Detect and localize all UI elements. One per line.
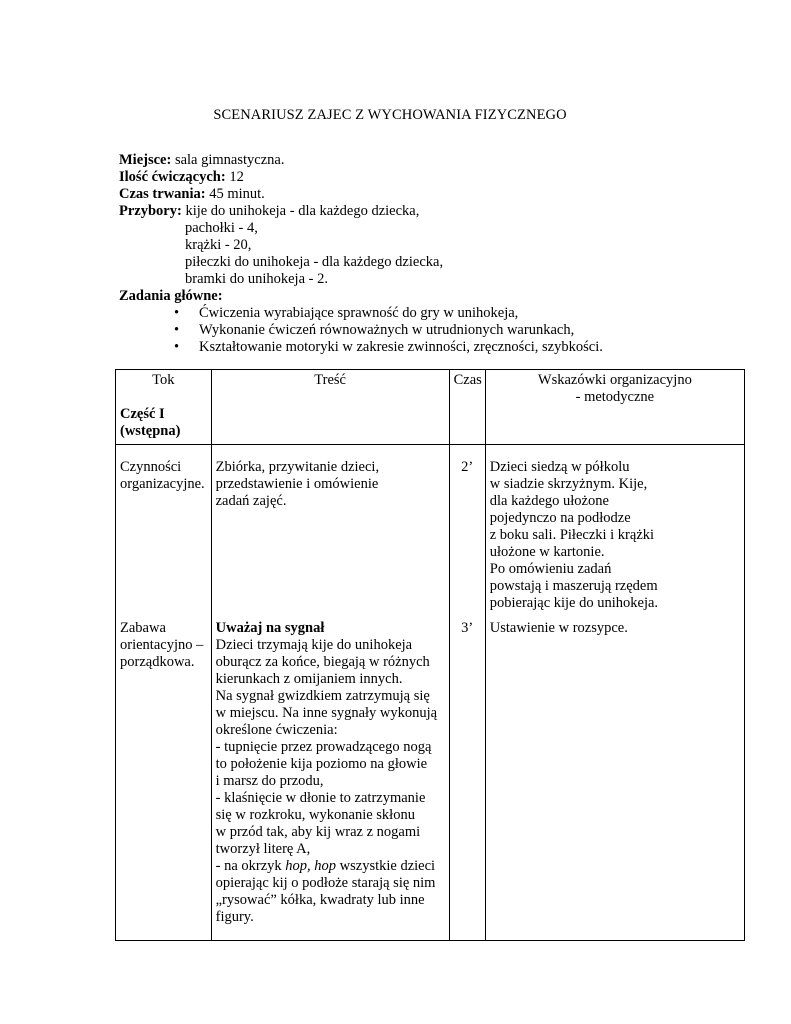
hop-suffix: wszystkie dzieci <box>336 858 436 874</box>
header-cell-tok <box>116 370 212 445</box>
lesson-plan-table <box>115 369 745 941</box>
row2-tresc-line: tworzył literę A, <box>215 841 311 857</box>
equipment-item: krążki - 20, <box>185 237 252 253</box>
count-value: 12 <box>225 169 244 185</box>
row2-tresc-line: - klaśnięcie w dłonie to zatrzymanie <box>215 790 426 806</box>
task-text: Ćwiczenia wyrabiające sprawność do gry w unihokeja, <box>199 305 519 321</box>
time-row <box>119 186 739 203</box>
row1-tok-line: Czynności <box>120 459 182 475</box>
row1-wsk-line: powstają i maszerują rzędem <box>489 578 658 594</box>
row2-tok <box>116 618 212 941</box>
row2-tresc-line: Dzieci trzymają kije do unihokeja <box>215 637 413 653</box>
equipment-item: kije do unihokeja - dla każdego dziecka, <box>181 203 420 219</box>
tasks-list <box>119 305 739 356</box>
row1-tok-line: organizacyjne. <box>120 476 205 492</box>
list-item <box>119 339 739 356</box>
equipment-row <box>119 203 739 220</box>
header-wskazowki-line1: Wskazówki organizacyjno <box>537 372 692 388</box>
row2-tresc-line: się w rozkroku, wykonanie skłonu <box>215 807 415 823</box>
row1-wsk-line: Po omówieniu zadań <box>489 561 612 577</box>
row2-wskazowki: Ustawienie w rozsypce. <box>485 618 744 941</box>
row2-tresc-line: oburącz za końce, biegają w różnych <box>215 654 430 670</box>
row1-wsk-line: pojedynczo na podłodze <box>489 510 631 526</box>
equipment-item: bramki do unihokeja - 2. <box>185 271 328 287</box>
row1-wsk-line: z boku sali. Piłeczki i krążki <box>489 527 655 543</box>
bullet-icon: • <box>174 322 180 338</box>
row2-tresc-line: w przód tak, aby kij wraz z nogami <box>215 824 421 840</box>
row2-tresc-line: opierając kij o podłoże starają się nim <box>215 875 436 891</box>
row1-tresc-line: przedstawienie i omówienie <box>215 476 379 492</box>
row2-tresc-line: kierunkach z omijaniem innych. <box>215 671 403 687</box>
row2-tresc-title: Uważaj na sygnał <box>215 620 325 636</box>
time-value: 45 minut. <box>205 186 265 202</box>
bullet-icon: • <box>174 305 180 321</box>
row2-tok-line: orientacyjno – <box>120 637 204 653</box>
time-label: Czas trwania: <box>119 186 206 202</box>
header-czas: Czas <box>449 370 485 445</box>
header-wskazowki <box>485 370 744 445</box>
section-title-line2: (wstępna) <box>120 423 181 439</box>
list-item <box>119 305 739 322</box>
row1-wskazowki <box>485 445 744 619</box>
header-tok: Tok <box>152 372 175 388</box>
count-row <box>119 169 739 186</box>
header-wskazowki-line2: - metodyczne <box>575 389 655 405</box>
place-label: Miejsce: <box>119 152 172 168</box>
equipment-item: pachołki - 4, <box>185 220 258 236</box>
row2-tresc-line: Na sygnał gwizdkiem zatrzymują się <box>215 688 430 704</box>
row2-tresc-line: określone ćwiczenia: <box>215 722 338 738</box>
table-row <box>116 445 745 619</box>
place-value: sala gimnastyczna. <box>171 152 285 168</box>
row1-wsk-line: pobierając kije do unihokeja. <box>489 595 659 611</box>
row1-tresc-line: Zbiórka, przywitanie dzieci, <box>215 459 380 475</box>
row1-czas: 2’ <box>449 445 485 619</box>
tasks-label: Zadania główne: <box>119 288 223 304</box>
document-title: SCENARIUSZ ZAJEC Z WYCHOWANIA FIZYCZNEGO <box>213 107 567 123</box>
row1-wsk-line: w siadzie skrzyżnym. Kije, <box>489 476 648 492</box>
list-item <box>119 322 739 339</box>
hop-italic: hop, hop <box>285 858 337 874</box>
row2-tresc-line: w miejscu. Na inne sygnały wykonują <box>215 705 438 721</box>
row2-tresc-line: figury. <box>215 909 254 925</box>
header-tresc: Treść <box>211 370 449 445</box>
row1-wsk-line: dla każdego ułożone <box>489 493 609 509</box>
row2-tresc-line: to położenie kija poziomo na głowie <box>215 756 428 772</box>
table-header-row <box>116 370 745 445</box>
row1-wsk-line: ułożone w kartonie. <box>489 544 605 560</box>
row2-tresc-line: i marsz do przodu, <box>215 773 324 789</box>
row1-wsk-line: Dzieci siedzą w półkolu <box>489 459 630 475</box>
row2-tresc-line: „rysować” kółka, kwadraty lub inne <box>215 892 425 908</box>
equipment-label: Przybory: <box>119 203 182 219</box>
row1-tresc-line: zadań zajęć. <box>215 493 287 509</box>
task-text: Wykonanie ćwiczeń równoważnych w utrudnionych warunkach, <box>199 322 575 338</box>
row2-tresc-line: - tupnięcie przez prowadzącego nogą <box>215 739 432 755</box>
place-row <box>119 152 739 169</box>
table-row <box>116 618 745 941</box>
row1-tok <box>116 445 212 619</box>
row2-tresc <box>211 618 449 941</box>
count-label: Ilość ćwiczących: <box>119 169 226 185</box>
row2-tresc-hop-line <box>216 858 445 875</box>
lesson-info <box>119 152 739 356</box>
tasks-row <box>119 288 739 305</box>
task-text: Kształtowanie motoryki w zakresie zwinności, zręczności, szybkości. <box>199 339 603 355</box>
row2-tok-line: porządkowa. <box>120 654 195 670</box>
equipment-item: piłeczki do unihokeja - dla każdego dziecka, <box>185 254 444 270</box>
hop-prefix: - na okrzyk <box>215 858 286 874</box>
row2-czas: 3’ <box>449 618 485 941</box>
row1-tresc <box>211 445 449 619</box>
section-title-line1: Część I <box>120 406 165 422</box>
bullet-icon: • <box>174 339 180 355</box>
row2-tok-line: Zabawa <box>120 620 166 636</box>
